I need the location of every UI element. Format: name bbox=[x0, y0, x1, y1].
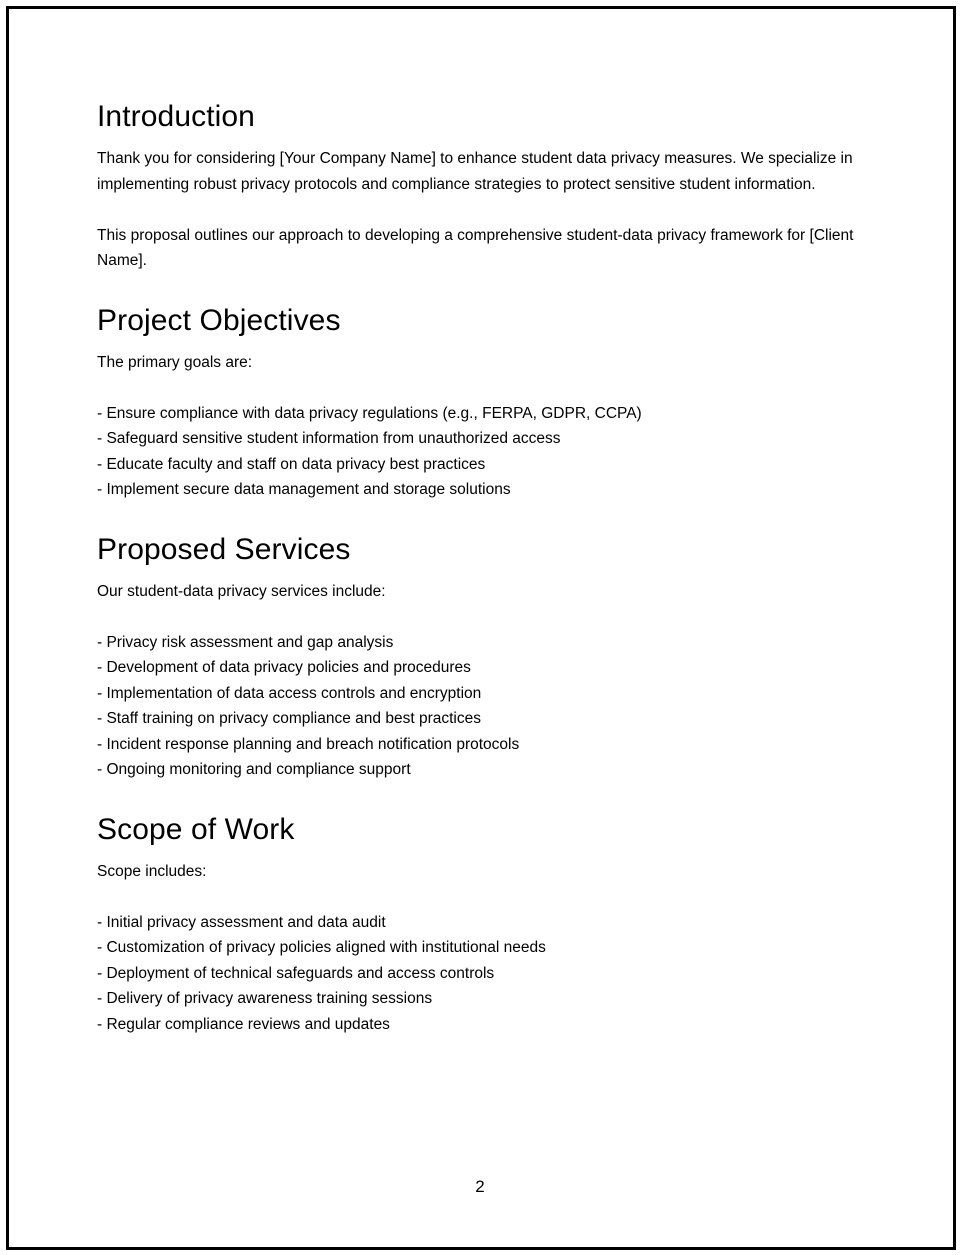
list-item: - Development of data privacy policies and procedures bbox=[97, 659, 471, 676]
page-number: 2 bbox=[475, 1177, 485, 1196]
list-item: - Implementation of data access controls and encryption bbox=[97, 684, 482, 702]
section-spacer bbox=[97, 274, 877, 300]
introduction-paragraph-1: Thank you for considering [Your Company Name] to enhance student data privacy measures. We specialize in implementing robust privacy protocols and compliance strategies to protect sensitive student information. bbox=[97, 150, 853, 193]
scope-section bbox=[97, 809, 877, 1038]
list-item: - Customization of privacy policies aligned with institutional needs bbox=[97, 939, 546, 956]
scope-list bbox=[97, 910, 877, 1038]
list-item: - Educate faculty and staff on data privacy best practices bbox=[97, 455, 486, 473]
objectives-intro: The primary goals are: bbox=[97, 353, 253, 371]
list-item: - Incident response planning and breach notification protocols bbox=[97, 735, 520, 753]
services-list bbox=[97, 630, 877, 783]
list-item: - Ensure compliance with data privacy regulations (e.g., FERPA, GDPR, CCPA) bbox=[97, 404, 642, 422]
objectives-heading: Project Objectives bbox=[97, 303, 341, 337]
introduction-heading: Introduction bbox=[97, 100, 255, 133]
list-item: - Deployment of technical safeguards and access controls bbox=[97, 964, 495, 982]
paragraph-spacer bbox=[97, 375, 877, 401]
scope-heading: Scope of Work bbox=[97, 812, 295, 846]
paragraph-spacer bbox=[97, 884, 877, 910]
list-item: - Staff training on privacy compliance and best practices bbox=[97, 710, 481, 727]
section-spacer bbox=[97, 783, 877, 809]
objectives-list bbox=[97, 401, 877, 503]
objectives-section bbox=[97, 300, 877, 503]
services-intro: Our student-data privacy services include: bbox=[97, 582, 386, 600]
list-item: - Initial privacy assessment and data audit bbox=[97, 913, 386, 931]
scope-intro: Scope includes: bbox=[97, 862, 207, 880]
services-section bbox=[97, 529, 877, 783]
introduction-paragraph-2: This proposal outlines our approach to developing a comprehensive student-data privacy framework for [Client Name]. bbox=[97, 226, 854, 269]
list-item: - Delivery of privacy awareness training sessions bbox=[97, 990, 433, 1007]
list-item: - Regular compliance reviews and updates bbox=[97, 1015, 390, 1033]
list-item: - Safeguard sensitive student information from unauthorized access bbox=[97, 430, 561, 447]
introduction-section bbox=[97, 96, 877, 274]
services-heading: Proposed Services bbox=[97, 532, 351, 566]
document-body bbox=[97, 96, 877, 1037]
paragraph-spacer bbox=[97, 197, 877, 223]
section-spacer bbox=[97, 503, 877, 529]
list-item: - Implement secure data management and storage solutions bbox=[97, 481, 511, 498]
list-item: - Ongoing monitoring and compliance support bbox=[97, 761, 411, 778]
paragraph-spacer bbox=[97, 604, 877, 630]
list-item: - Privacy risk assessment and gap analysis bbox=[97, 633, 394, 651]
